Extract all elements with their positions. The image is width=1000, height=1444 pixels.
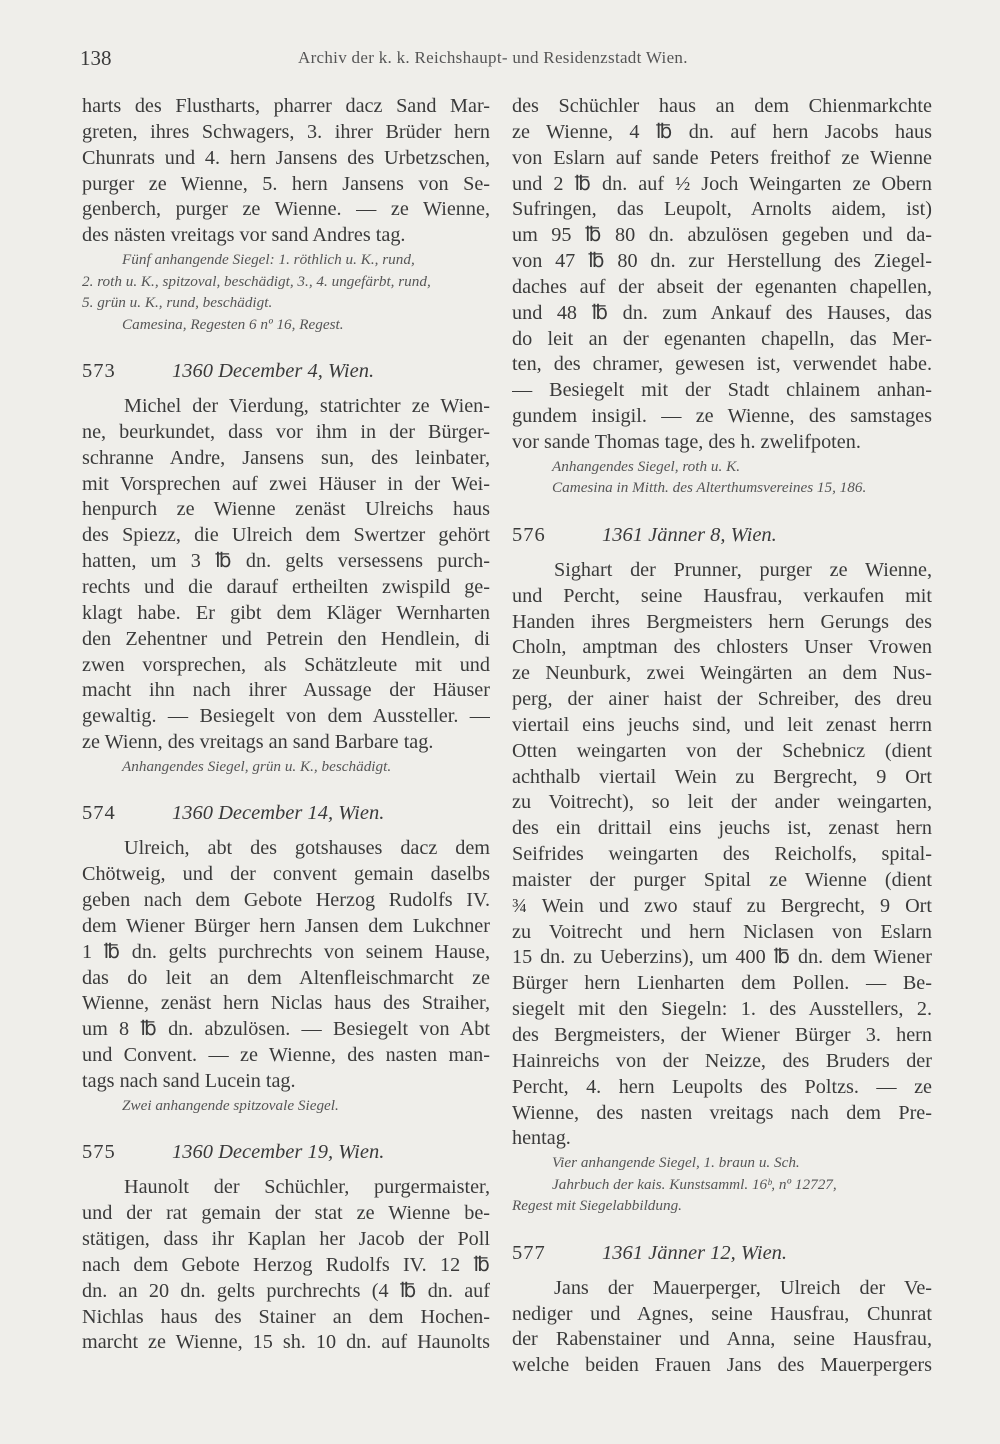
annotation-line: Jahrbuch der kais. Kunstsamml. 16ᵇ, nº 12727, — [552, 1175, 837, 1193]
text-line: macht ihn nach ihrer Aussage der Häuser — [82, 679, 490, 702]
text-line: des Spiezz, die Ulreich dem Swertzer gehört — [82, 524, 490, 547]
text-line: und 2 ℔ dn. auf ½ Joch Weingarten ze Obern — [512, 172, 932, 195]
text-line: do leit an der egenanten chapelln, das Mer- — [512, 327, 932, 350]
text-line: Ulreich, abt des gotshauses dacz dem — [124, 837, 490, 860]
text-line: Wienne, des nasten vreitags nach dem Pre- — [512, 1101, 932, 1124]
entry-heading — [512, 1239, 932, 1267]
annotation-line: 2. roth u. K., spitzoval, beschädigt, 3., 4. ungefärbt, rund, — [82, 272, 431, 290]
text-line: viertail eins jeuchs sind, und leit zenast herrn — [512, 713, 932, 736]
left-column — [82, 94, 490, 1356]
entry-number: 577 — [512, 1241, 546, 1264]
text-line: den Zehentner und Petrein den Hendlein, di — [82, 627, 490, 650]
text-line: zu Voitrecht), so leit der ander weingarten, — [512, 791, 932, 814]
entry-heading — [82, 799, 490, 827]
text-line: siegelt mit den Siegeln: 1. des Ausstellers, 2. — [512, 998, 932, 1021]
page-number: 138 — [80, 46, 112, 70]
text-line: 1 ℔ dn. gelts purchrechts von seinem Hause, — [82, 940, 490, 963]
text-line: vor sande Thomas tage, des h. zwelifpoten. — [512, 430, 861, 453]
text-line: Jans der Mauerperger, Ulreich der Ve- — [554, 1276, 932, 1299]
entry-heading — [82, 357, 490, 385]
text-line: des Bergmeisters, der Wiener Bürger 3. hern — [512, 1024, 932, 1046]
text-line: achthalb viertail Wein zu Bergrecht, 9 Ort — [512, 765, 932, 788]
text-line: Choln, amptman des chlosters Unser Vrowen — [512, 636, 932, 659]
text-line: tags nach sand Lucein tag. — [82, 1069, 296, 1092]
text-line: greten, ihres Schwagers, 3. ihrer Brüder hern — [82, 120, 490, 143]
annotation-line: Camesina, Regesten 6 nº 16, Regest. — [122, 315, 344, 333]
text-line: daches auf der abseit der egenanten chapellen, — [512, 275, 932, 298]
text-line: Sighart der Prunner, purger ze Wienne, — [554, 558, 932, 581]
text-line: Wienne, zenäst hern Niclas haus des Straiher, — [82, 992, 490, 1015]
text-line: Hainreichs von der Neizze, des Bruders der — [512, 1049, 932, 1072]
text-line: um 8 ℔ dn. abzulösen. — Besiegelt von Abt — [82, 1018, 490, 1041]
text-line: henpurch ze Wienne zenäst Ulreichs haus — [82, 498, 490, 521]
text-line: ¾ Wein und zwo stauf zu Bergrecht, 9 Ort — [512, 894, 932, 917]
text-line: ze Wienn, des vreitags an sand Barbare tag. — [82, 731, 434, 754]
text-line: 15 dn. zu Ueberzins), um 400 ℔ dn. dem Wiener — [512, 946, 932, 969]
entry-number: 576 — [512, 523, 546, 546]
entry-date: 1361 Jänner 8, Wien. — [602, 523, 777, 546]
text-line: Percht, 4. hern Leupolts des Poltzs. — ze — [512, 1075, 932, 1098]
text-line: gundem insigil. — ze Wienne, des samstages — [512, 405, 932, 428]
text-line: von 47 ℔ 80 dn. zur Herstellung des Ziegel- — [512, 250, 932, 273]
text-line: gewaltig. — Besiegelt von dem Aussteller. — — [82, 705, 490, 728]
text-line: geben nach dem Gebote Herzog Rudolfs IV. — [82, 889, 490, 912]
text-line: hentag. — [512, 1127, 571, 1150]
entry-number: 575 — [82, 1141, 116, 1164]
entry-date: 1360 December 14, Wien. — [172, 802, 385, 825]
entry-date: 1360 December 19, Wien. — [172, 1141, 385, 1164]
entry-date: 1360 December 4, Wien. — [172, 360, 375, 383]
entry-number: 573 — [82, 360, 116, 383]
text-line: welche beiden Frauen Jans des Mauerpergers — [512, 1354, 932, 1377]
text-line: Nichlas haus des Stainer an dem Hochen- — [82, 1305, 490, 1328]
text-line: ten, des chramer, gewesen ist, verwendet habe. — [512, 353, 932, 376]
text-line: hatten, um 3 ℔ dn. gelts versessens purch- — [82, 550, 490, 573]
text-line: ne, beurkundet, dass vor ihm in der Bürger- — [82, 420, 490, 443]
text-line: — Besiegelt mit der Stadt chlainem anhan- — [512, 379, 932, 402]
annotation-line: Regest mit Siegelabbildung. — [512, 1197, 682, 1215]
text-line: genberch, purger ze Wienne. — ze Wienne, — [82, 198, 490, 221]
text-line: ze Wienne, 4 ℔ dn. auf hern Jacobs haus — [512, 120, 932, 143]
text-line: schranne Andre, Jansens sun, des leinbater, — [82, 446, 490, 469]
text-line: Michel der Vierdung, statrichter ze Wien- — [124, 395, 490, 418]
text-line: marcht ze Wienne, 15 sh. 10 dn. auf Haunolts — [82, 1331, 490, 1354]
text-line: und Convent. — ze Wienne, des nasten man- — [82, 1044, 490, 1067]
text-line: des Schüchler haus an dem Chienmarkchte — [512, 95, 932, 117]
page-header — [80, 46, 940, 76]
text-line: von Eslarn auf sande Peters freithof ze Wienne — [512, 146, 932, 169]
text-line: klagt habe. Er gibt dem Kläger Wernharten — [82, 601, 490, 624]
annotation-line: Anhangendes Siegel, grün u. K., beschädigt. — [122, 757, 392, 775]
text-line: nediger und Agnes, seine Hausfrau, Chunrat — [512, 1302, 932, 1325]
text-line: zwen vorsprechen, als Schätzleute mit und — [82, 653, 490, 676]
text-line: perg, der ainer haist der Schreiber, des dreu — [512, 688, 932, 711]
entry-date: 1361 Jänner 12, Wien. — [602, 1241, 788, 1264]
right-column — [512, 94, 932, 1379]
entry-heading — [82, 1138, 490, 1166]
text-line: und der rat gemain der stat ze Wienne be- — [82, 1202, 490, 1225]
text-line: nach dem Gebote Herzog Rudolfs IV. 12 ℔ — [82, 1253, 490, 1276]
text-line: zu Voitrecht und hern Niclasen von Eslarn — [512, 920, 932, 943]
annotation-line: 5. grün u. K., rund, beschädigt. — [82, 294, 273, 312]
text-line: das do leit an dem Altenfleischmarcht ze — [82, 966, 490, 989]
text-line: rechts und die darauf ertheilten zwispild ge- — [82, 575, 490, 598]
text-line: stätigen, dass ihr Kaplan her Jacob der Poll — [82, 1228, 490, 1250]
annotation-line: Anhangendes Siegel, roth u. K. — [552, 457, 740, 475]
text-line: Seifrides weingarten des Reicholfs, spital- — [512, 843, 932, 866]
text-line: dem Wiener Bürger hern Jansen dem Lukchner — [82, 914, 490, 937]
text-line: dn. an 20 dn. gelts purchrechts (4 ℔ dn. auf — [82, 1279, 490, 1302]
annotation-line: Fünf anhangende Siegel: 1. röthlich u. K., rund, — [122, 251, 415, 269]
text-line: mit Vorsprechen auf zwei Häuser in der Wei- — [82, 472, 490, 495]
text-line: des ein drittail eins jeuchs ist, zenast hern — [512, 817, 932, 840]
text-line: Chötweig, und der convent gemain daselbs — [82, 863, 490, 886]
annotation-line: Vier anhangende Siegel, 1. braun u. Sch. — [552, 1154, 800, 1172]
text-line: purger ze Wienne, 5. hern Jansens von Se- — [82, 172, 490, 195]
text-line: um 95 ℔ 80 dn. abzulösen gegeben und da- — [512, 224, 932, 247]
text-line: Sufringen, das Leupolt, Arnolts aidem, ist) — [512, 198, 932, 221]
entry-heading — [512, 521, 932, 549]
annotation-line: Camesina in Mitth. des Alterthumsvereines 15, 186. — [552, 479, 867, 497]
text-line: Chunrats und 4. hern Jansens des Urbetzschen, — [82, 146, 490, 169]
text-line: ze Neunburk, zwei Weingärten an dem Nus- — [512, 662, 932, 685]
text-line: Otten weingarten von der Schebnicz (dient — [512, 739, 932, 762]
text-line: Haunolt der Schüchler, purgermaister, — [124, 1176, 490, 1199]
entry-number: 574 — [82, 802, 116, 825]
annotation-line: Zwei anhangende spitzovale Siegel. — [122, 1096, 339, 1114]
text-line: harts des Flustharts, pharrer dacz Sand Mar- — [82, 95, 490, 117]
text-line: und 48 ℔ dn. zum Ankauf des Hauses, das — [512, 301, 932, 324]
text-line: der Rabenstainer und Anna, seine Hausfrau, — [512, 1328, 932, 1351]
text-line: Handen ihres Bergmeisters hern Gerungs des — [512, 610, 932, 633]
text-line: und Percht, seine Hausfrau, verkaufen mit — [512, 584, 932, 607]
text-line: Bürger hern Lienharten dem Pollen. — Be- — [512, 972, 932, 995]
running-title: Archiv der k. k. Reichshaupt- und Residenzstadt Wien. — [298, 48, 688, 67]
text-line: des nästen vreitags vor sand Andres tag. — [82, 224, 406, 247]
text-line: maister der purger Spital ze Wienne (dient — [512, 868, 932, 891]
